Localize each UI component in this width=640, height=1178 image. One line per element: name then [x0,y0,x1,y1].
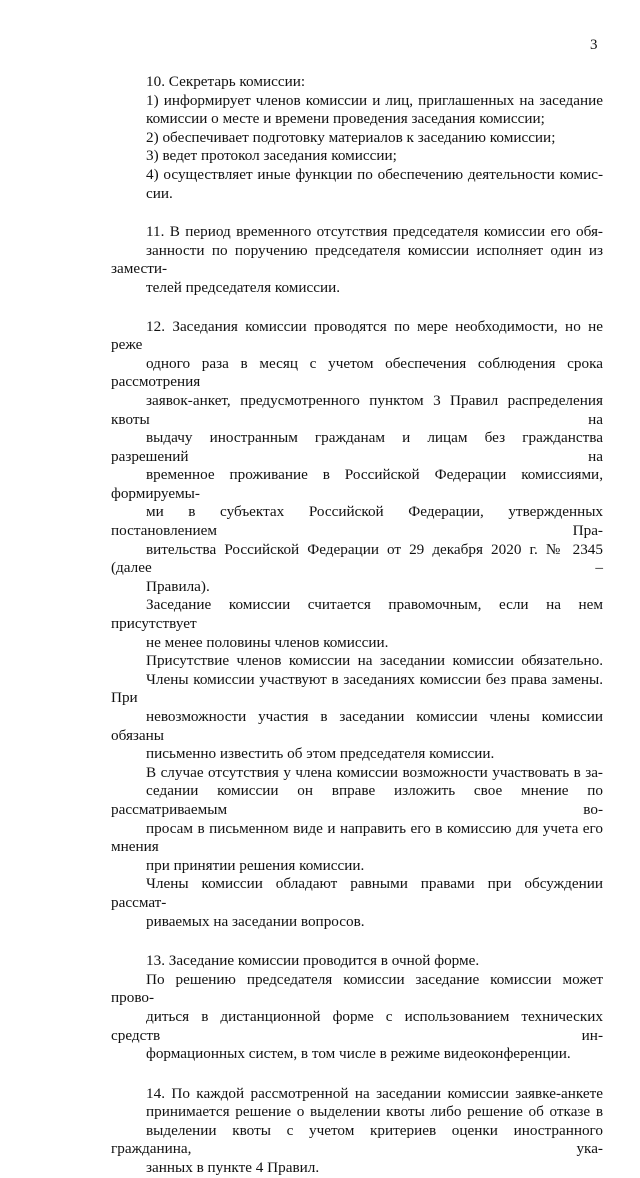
text-line: 10. Секретарь комиссии: [146,73,306,90]
text-line: риваемых на заседании вопросов. [146,912,365,930]
text-line: По решению председателя комиссии заседание комиссии может прово- [111,970,603,1007]
text-line: 3) ведет протокол заседания комиссии; [146,147,397,165]
page-number: 3 [590,37,598,53]
text-line: формационных систем, в том числе в режиме видеоконференции. [146,1045,571,1063]
paragraph-10-heading [111,73,603,92]
text-line: 12. Заседания комиссии проводятся по мере необходимости, но не реже [111,317,603,354]
text-line: заявок-анкет, предусмотренного пунктом 3 Правил распределения квоты на [111,391,603,428]
paragraph-gap [111,298,603,318]
text-line: Члены комиссии обладают равными правами при обсуждении рассмат- [111,875,603,911]
text-line: сии. [146,184,173,202]
document-body [111,73,603,1178]
text-line: 14. По каждой рассмотренной на заседании комиссии заявке-анкете [146,1084,603,1102]
paragraph-12 [111,318,603,597]
text-line: принимается решение о выделении квоты либо решение об отказе в [146,1103,603,1121]
text-line: Правила). [146,577,210,595]
text-line: невозможности участия в заседании комиссии члены комиссии обязаны [111,708,603,744]
text-line: комиссии о месте и времени проведения заседания комиссии; [146,110,545,128]
text-line: диться в дистанционной форме с использованием технических средств ин- [111,1007,603,1044]
paragraph-11 [111,223,603,297]
paragraph-10-item-3 [111,147,603,166]
text-line: седании комиссии он вправе изложить свое мнение по рассматриваемым во- [111,782,603,818]
text-line: 2) обеспечивает подготовку материалов к заседанию комиссии; [146,128,556,146]
text-line: Члены комиссии участвуют в заседаниях комиссии без права замены. При [111,670,603,707]
text-line: выдачу иностранным гражданам и лицам без гражданства разрешений на [111,429,603,465]
paragraph-12-attendance [111,652,603,764]
paragraph-12-quorum [111,596,603,652]
paragraph-gap [111,931,603,952]
text-line: 11. В период временного отсутствия председателя комиссии его обя- [146,223,603,241]
paragraph-10-item-4 [111,166,603,203]
paragraph-13 [111,952,603,971]
text-line: 4) осуществляет иные функции по обеспечению деятельности комис- [146,165,603,183]
text-line: 1) информирует членов комиссии и лиц, приглашенных на заседание [146,91,603,109]
paragraph-12-absence [111,764,603,876]
paragraph-gap [111,203,603,223]
paragraph-12-equal-rights [111,875,603,931]
text-line: Заседание комиссии считается правомочным, если на нем присутствует [111,596,603,633]
text-line: Присутствие членов комиссии на заседании комиссии обязательно. [146,652,603,670]
paragraph-13-remote [111,971,603,1064]
text-line: не менее половины членов комиссии. [146,633,389,651]
paragraph-gap [111,1064,603,1085]
text-line: просам в письменном виде и направить его в комиссию для учета его мнения [111,819,603,856]
text-line: В случае отсутствия у члена комиссии возможности участвовать в за- [146,763,603,781]
text-line: телей председателя комиссии. [146,278,341,296]
text-line: 13. Заседание комиссии проводится в очной форме. [146,952,480,970]
paragraph-10-item-1 [111,92,603,129]
paragraph-10-item-2 [111,129,603,148]
text-line: при принятии решения комиссии. [146,856,365,874]
text-line: занности по поручению председателя комиссии исполняет один из замести- [111,241,603,278]
text-line: вительства Российской Федерации от 29 декабря 2020 г. № 2345 (далее – [111,540,603,577]
text-line: временное проживание в Российской Федерации комиссиями, формируемы- [111,466,603,502]
text-line: письменно известить об этом председателя комиссии. [146,745,495,763]
text-line: ми в субъектах Российской Федерации, утвержденных постановлением Пра- [111,503,603,540]
text-line: одного раза в месяц с учетом обеспечения соблюдения срока рассмотрения [111,354,603,391]
text-line: занных в пункте 4 Правил. [146,1159,320,1177]
text-line: выделении квоты с учетом критериев оценки иностранного гражданина, ука- [111,1121,603,1158]
paragraph-14 [111,1085,603,1178]
